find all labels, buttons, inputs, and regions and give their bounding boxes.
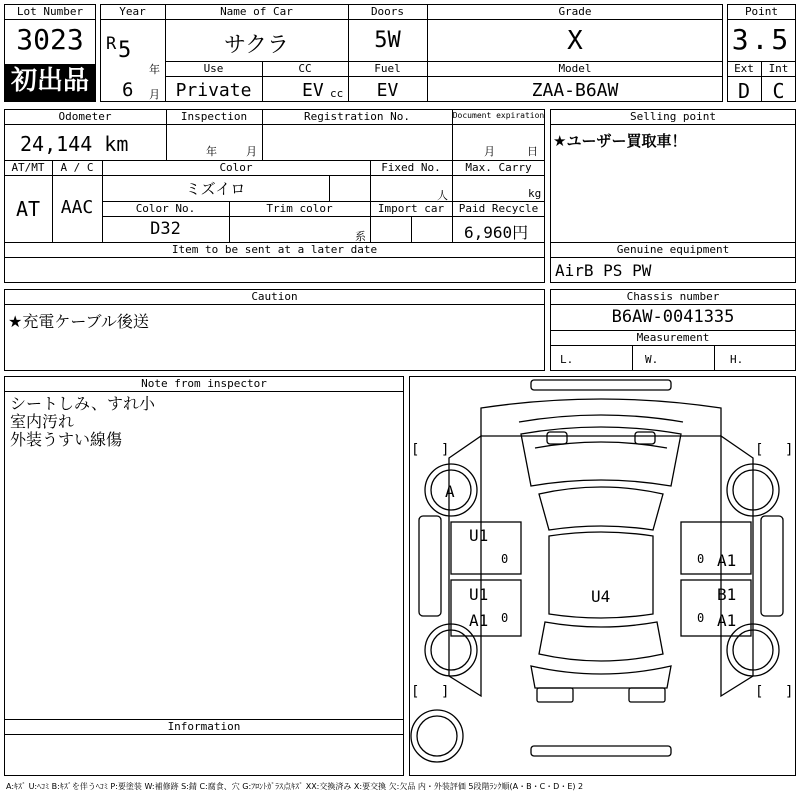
registration-label: Registration No. [304, 110, 410, 123]
use-value: Private [175, 80, 252, 101]
fuel-label: Fuel [374, 62, 401, 75]
grade-value: X [567, 26, 583, 56]
odometer-value: 24,144 km [20, 132, 129, 156]
selling-point-label: Selling point [629, 110, 717, 123]
mark-front-left-wheel: A [445, 482, 455, 501]
measurement-l: L. [560, 353, 574, 366]
year-unit: 年 [149, 63, 160, 76]
caution-label: Caution [251, 290, 298, 303]
inspection-year-unit: 年 [206, 145, 217, 158]
chassis-value: B6AW-0041335 [611, 307, 735, 327]
lot-label: Lot Number [5, 5, 95, 20]
inspector-line-2: 室内汚れ [10, 412, 75, 431]
mark-right-front-door: A1 [717, 551, 737, 570]
bracket-right-top: [ [755, 442, 764, 458]
max-carry-unit: kg [528, 187, 542, 200]
color-no-value: D32 [150, 219, 181, 239]
point-value: 3.5 [731, 23, 792, 56]
model-value: ZAA-B6AW [531, 80, 619, 101]
car-name: サクラ [223, 33, 290, 58]
ext-value: D [737, 79, 751, 103]
mark-left-rear-door-a1: A1 [469, 611, 489, 630]
genuine-value: AirB PS PW [555, 261, 652, 280]
inspector-line-3: 外装うすい線傷 [10, 430, 123, 449]
mark-left-front-door: U1 [469, 526, 489, 545]
measurement-label: Measurement [636, 331, 710, 344]
fixed-no-label: Fixed No. [381, 161, 441, 174]
trim-color-unit: 系 [355, 230, 366, 243]
zero-left-rear: 0 [501, 611, 509, 625]
bracket-left-bottom: [ [411, 684, 420, 700]
inspector-label: Note from inspector [141, 377, 267, 390]
month-value: 6 [122, 79, 134, 101]
later-date-label: Item to be sent at a later date [171, 243, 378, 256]
odometer-label: Odometer [58, 110, 112, 123]
int-value: C [772, 79, 785, 103]
model-label: Model [558, 62, 592, 75]
cc-label: CC [298, 62, 312, 75]
year-value: 5 [118, 38, 132, 63]
caution-value: ★充電ケーブル後送 [8, 312, 149, 331]
int-label: Int [768, 62, 789, 75]
car-diagram [409, 376, 796, 776]
use-label: Use [203, 62, 224, 75]
month-unit: 月 [149, 88, 160, 101]
lot-number: 3023 [16, 23, 84, 56]
first-listing-badge: 初出品 [5, 64, 95, 101]
legend: A:ｷｽﾞ U:ﾍｺﾐ B:ｷｽﾞを伴うﾍｺﾐ P:要塗装 W:補修跡 S:錆 C:腐食、穴 G:ﾌﾛﾝﾄｶﾞﾗｽ点ｷｽﾞ XX:交換済み X:要交換 欠:欠品 内・外装評価 5段階ﾗﾝｸ順(A・B・C・D・E) 2 [6, 782, 584, 791]
year-era: R [106, 34, 117, 54]
selling-point-value: ★ユーザー買取車！ [553, 132, 687, 150]
grade-label: Grade [558, 5, 592, 18]
measurement-h: H. [730, 353, 744, 366]
color-value: ミズイロ [185, 180, 246, 198]
mark-right-rear-door-a1: A1 [717, 611, 737, 630]
bracket-left-bottom-close: ] [441, 684, 450, 700]
mark-roof: U4 [591, 587, 611, 606]
bracket-left-top-close: ] [441, 442, 450, 458]
paid-recycle-label: Paid Recycle [458, 202, 539, 215]
doors-label: Doors [370, 5, 405, 18]
cc-unit: cc [330, 87, 344, 100]
zero-left-front: 0 [501, 552, 509, 566]
cc-value: EV [302, 80, 324, 101]
information-label: Information [167, 720, 241, 733]
bracket-right-bottom: [ [755, 684, 764, 700]
inspection-month-unit: 月 [246, 145, 257, 158]
fuel-value: EV [376, 80, 399, 101]
year-label: Year [119, 5, 146, 18]
fixed-no-unit: 人 [437, 189, 448, 202]
inspection-label: Inspection [180, 110, 248, 123]
atmt-label: AT/MT [11, 161, 45, 174]
ac-label: A / C [60, 161, 94, 174]
max-carry-label: Max. Carry [465, 161, 532, 174]
color-no-label: Color No. [135, 202, 196, 215]
doc-exp-month-unit: 月 [484, 145, 495, 158]
ac-value: AAC [60, 197, 94, 218]
mark-right-rear-door: B1 [717, 585, 737, 604]
doc-exp-label: Document expiration [452, 111, 545, 120]
bracket-right-bottom-close: ] [785, 684, 794, 700]
point-label: Point [744, 5, 779, 18]
chassis-label: Chassis number [626, 290, 720, 303]
car-name-label: Name of Car [220, 5, 293, 18]
genuine-label: Genuine equipment [616, 243, 730, 256]
ext-label: Ext [734, 62, 754, 75]
doors-value: 5W [374, 28, 401, 53]
trim-color-label: Trim color [266, 202, 333, 215]
color-label: Color [219, 161, 253, 174]
import-car-label: Import car [377, 202, 445, 215]
mark-left-rear-door: U1 [469, 585, 489, 604]
measurement-w: W. [645, 353, 659, 366]
zero-right-rear: 0 [697, 611, 705, 625]
inspector-line-1: シートしみ、すれ小 [10, 394, 155, 413]
zero-right-front: 0 [697, 552, 705, 566]
bracket-left-top: [ [411, 442, 420, 458]
bracket-right-top-close: ] [785, 442, 794, 458]
paid-recycle-value: 6,960円 [464, 223, 529, 242]
atmt-value: AT [15, 197, 41, 221]
doc-exp-day-unit: 日 [527, 145, 538, 158]
